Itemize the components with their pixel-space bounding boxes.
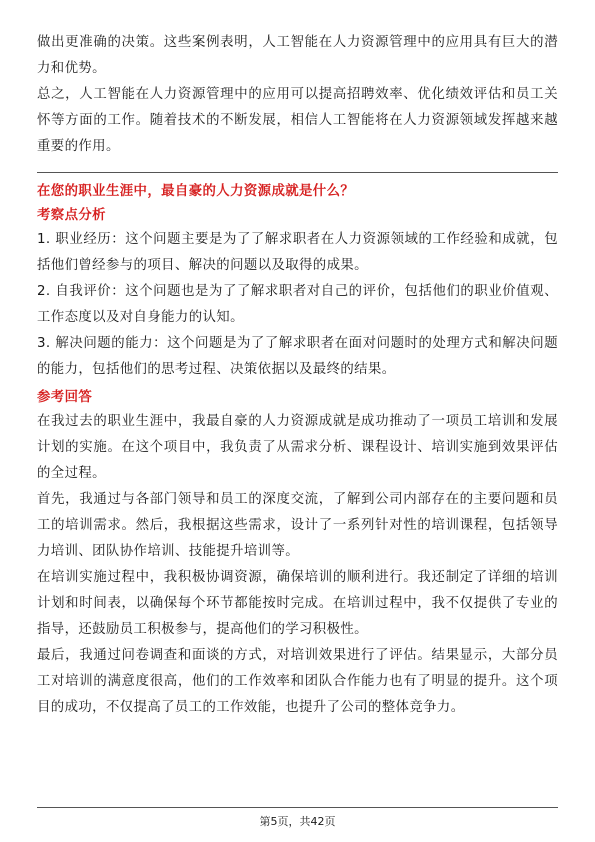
interview-question: 在您的职业生涯中，最自豪的人力资源成就是什么？ [37, 184, 355, 199]
footer-divider [37, 807, 558, 808]
answer-paragraph-3: 在培训实施过程中，我积极协调资源，确保培训的顺利进行。我还制定了详细的培训计划和时间表，以确保每个环节都能按时完成。在培训过程中，我不仅提供了专业的指导，还鼓励员工积极参与，提高他们的学习积极性。 [37, 570, 558, 637]
answer-paragraph-1: 在我过去的职业生涯中，我最自豪的人力资源成就是成功推动了一项员工培训和发展计划的实施。在这个项目中，我负责了从需求分析、课程设计、培训实施到效果评估的全过程。 [37, 414, 558, 481]
page-number: 第5页，共42页 [259, 815, 336, 828]
analysis-item-3: 3. 解决问题的能力：这个问题是为了了解求职者在面对问题时的处理方式和解决问题的能力，包括他们的思考过程、决策依据以及最终的结果。 [37, 336, 558, 377]
analysis-item-1: 1. 职业经历：这个问题主要是为了了解求职者在人力资源领域的工作经验和成就，包括他们曾经参与的项目、解决的问题以及取得的成果。 [37, 232, 558, 273]
answer-paragraph-2: 首先，我通过与各部门领导和员工的深度交流，了解到公司内部存在的主要问题和员工的培训需求。然后，我根据这些需求，设计了一系列针对性的培训课程，包括领导力培训、团队协作培训、技能提升培训等。 [37, 492, 558, 559]
analysis-title: 考察点分析 [37, 208, 106, 223]
answer-paragraph-4: 最后，我通过问卷调查和面谈的方式，对培训效果进行了评估。结果显示，大部分员工对培训的满意度很高，他们的工作效率和团队合作能力也有了明显的提升。这个项目的成功，不仅提高了员工的工作效能，也提升了公司的整体竞争力。 [37, 648, 558, 715]
analysis-item-2: 2. 自我评价：这个问题也是为了了解求职者对自己的评价，包括他们的职业价值观、工作态度以及对自身能力的认知。 [37, 284, 558, 325]
intro-paragraph-1: 做出更准确的决策。这些案例表明，人工智能在人力资源管理中的应用具有巨大的潜力和优势。 [37, 35, 558, 76]
document-page [37, 30, 558, 721]
answer-title: 参考回答 [37, 390, 93, 405]
section-divider [37, 172, 558, 173]
intro-paragraph-2: 总之，人工智能在人力资源管理中的应用可以提高招聘效率、优化绩效评估和员工关怀等方面的工作。随着技术的不断发展，相信人工智能将在人力资源领域发挥越来越重要的作用。 [37, 87, 558, 154]
